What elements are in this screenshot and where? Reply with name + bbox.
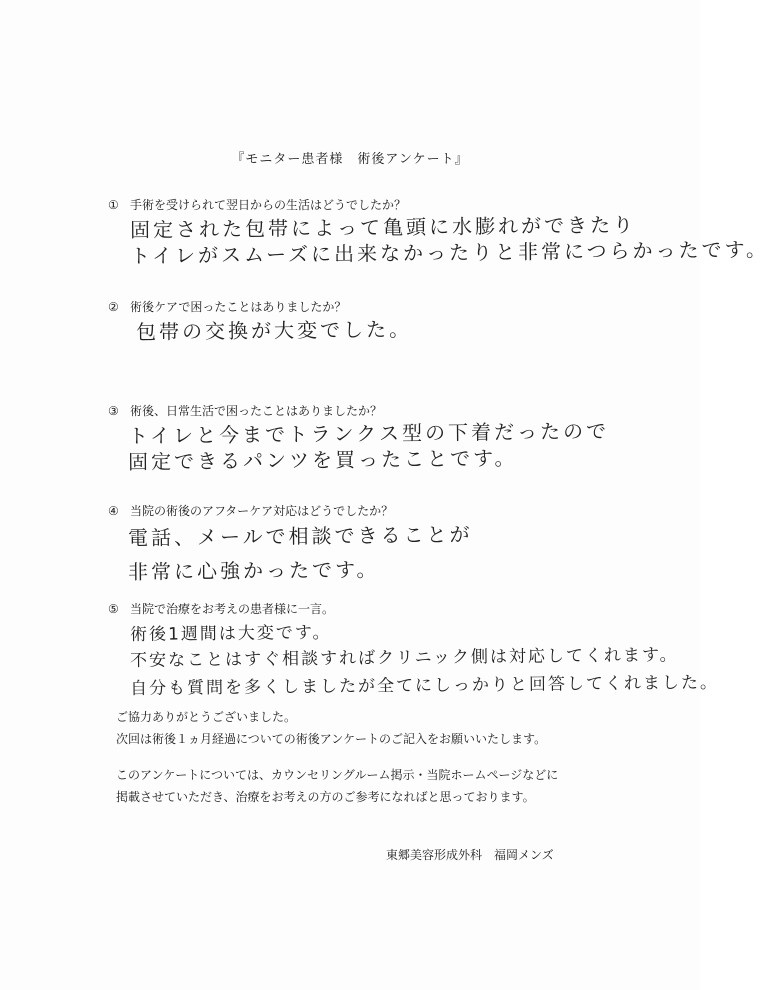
- handwritten-answer-line: トイレがスムーズに出来なかったりと非常につらかったです。: [129, 237, 769, 268]
- handwritten-answer-line: 非常に心強かったです。: [127, 557, 380, 584]
- question-number: ⑤: [108, 602, 119, 616]
- question-number: ②: [108, 300, 119, 314]
- closing-next-survey: 次回は術後１ヵ月経過についての術後アンケートのご記入をお願いいたします。: [116, 732, 547, 746]
- question-number: ④: [108, 504, 119, 518]
- handwritten-answer-line: 電話、メールで相談できることが: [127, 522, 473, 550]
- question-4: [108, 502, 393, 519]
- closing-usage-note: 掲載させていただき、治療をお考えの方のご参考になればと思っております。: [116, 790, 535, 804]
- handwritten-answer-line: 術後1週間は大変です。: [129, 622, 332, 645]
- handwritten-answer-line: 不安なことはすぐ相談すればクリニック側は対応してくれます。: [129, 645, 679, 671]
- handwritten-answer-line: 固定できるパンツを買ったことです。: [127, 445, 518, 474]
- question-text: 術後、日常生活で困ったことはありましたか？: [130, 404, 383, 418]
- question-3: [108, 402, 382, 419]
- question-2: [108, 298, 346, 315]
- handwritten-answer-line: 自分も質問を多くしましたが全てにしっかりと回答してくれました。: [129, 672, 720, 699]
- question-text: 当院で治療をお考えの患者様に一言。: [130, 602, 335, 616]
- closing-usage-note: このアンケートについては、カウンセリングルーム掲示・当院ホームページなどに: [116, 768, 559, 782]
- clinic-signature: 東郷美容形成外科 福岡メンズ: [386, 848, 554, 862]
- handwritten-answer-line: トイレと今までトランクス型の下着だったので: [127, 418, 610, 448]
- question-text: 術後ケアで困ったことはありましたか？: [130, 300, 347, 314]
- question-number: ③: [108, 404, 119, 418]
- question-5: [108, 600, 334, 617]
- question-text: 手術を受けられて翌日からの生活はどうでしたか？: [130, 198, 407, 212]
- closing-thanks: ご協力ありがとうございました。: [116, 710, 297, 724]
- handwritten-answer-line: 包帯の交換が大変でした。: [135, 317, 413, 344]
- document-title: 『モニター患者様 術後アンケート』: [231, 152, 469, 167]
- question-1: [108, 196, 406, 213]
- handwritten-answer-line: 固定された包帯によって亀頭に水膨れができたり: [129, 212, 637, 242]
- question-number: ①: [108, 198, 119, 212]
- question-text: 当院の術後のアフターケア対応はどうでしたか？: [130, 504, 394, 518]
